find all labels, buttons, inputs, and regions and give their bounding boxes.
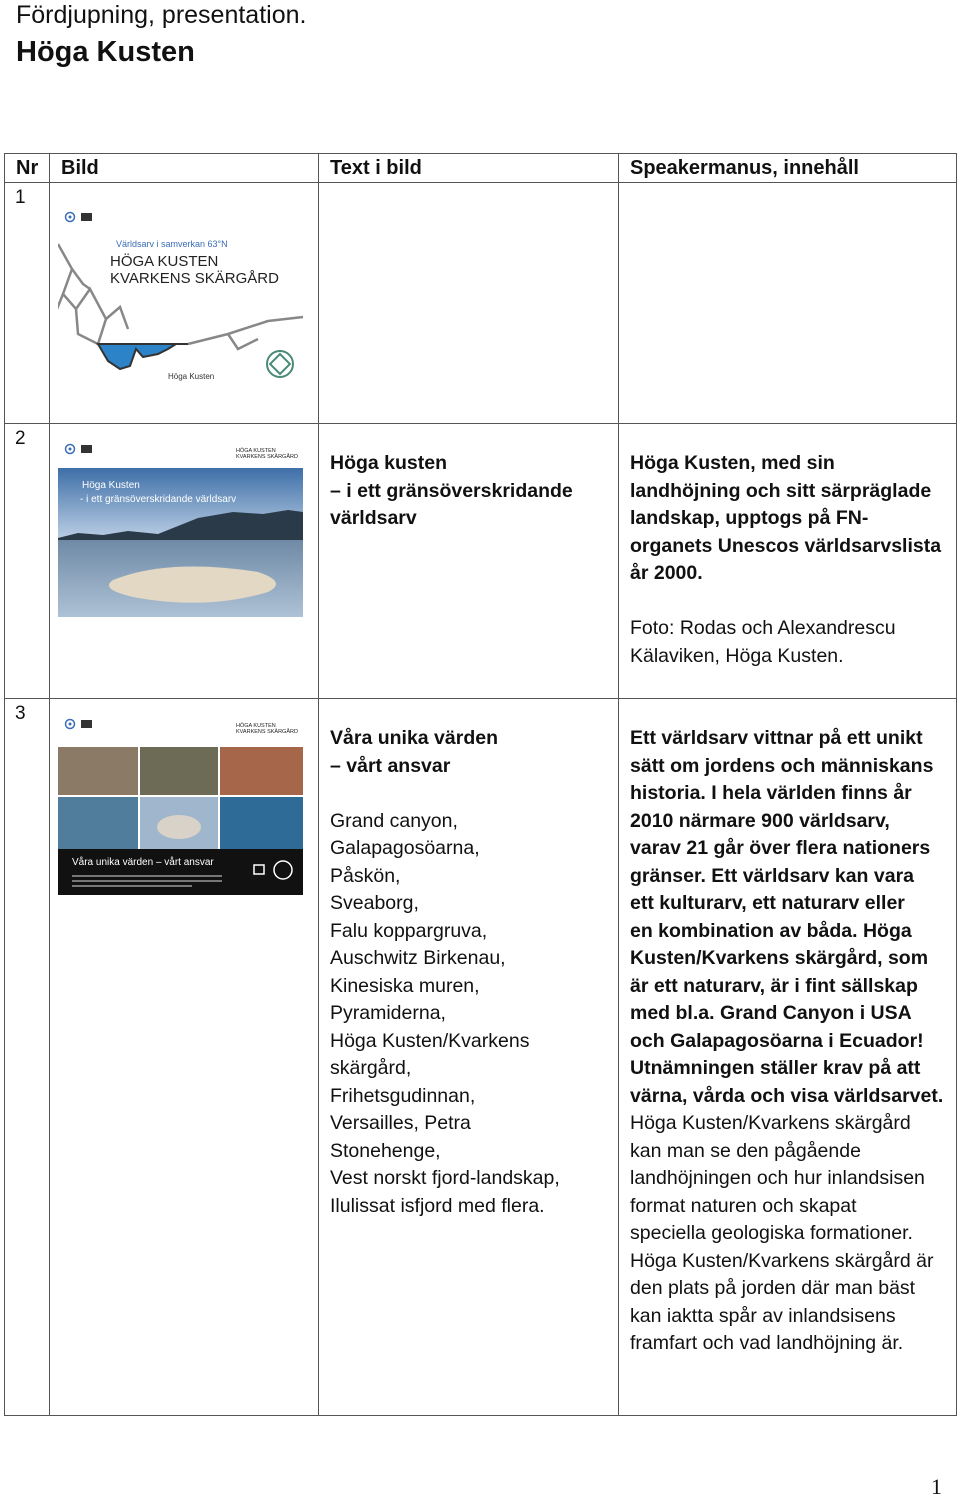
svg-text:Våra unika värden – vårt ansva: Våra unika värden – vårt ansvar	[72, 857, 214, 868]
svg-text:KVARKENS SKÄRGÅRD: KVARKENS SKÄRGÅRD	[110, 270, 279, 287]
column-header-nr: Nr	[5, 154, 50, 183]
svg-text:HÖGA KUSTEN: HÖGA KUSTEN	[236, 448, 276, 454]
svg-text:Världsarv i samverkan 63°N: Världsarv i samverkan 63°N	[116, 239, 228, 249]
speaker-notes-2: Höga Kusten, med sin landhöjning och sitt särpräglade landskap, upptogs på FN- organets Unescos världsarvslista år 2000. Foto: Rodas och Alexandrescu Kälaviken, Höga Kusten.	[630, 452, 942, 667]
table-row	[5, 699, 957, 1416]
slide-thumbnail-3	[58, 715, 318, 910]
slide-thumbnail-2	[58, 440, 318, 630]
slide-image-3	[58, 715, 308, 905]
svg-text:Höga Kusten: Höga Kusten	[82, 480, 140, 491]
column-header-text: Text i bild	[319, 154, 619, 183]
table-row	[5, 183, 957, 424]
svg-text:HÖGA KUSTEN: HÖGA KUSTEN	[110, 253, 219, 270]
slide-image-2	[58, 440, 308, 625]
row-number: 1	[15, 187, 26, 208]
slide-text-3: Våra unika värden – vårt ansvar Grand canyon, Galapagosöarna, Påskön, Sveaborg, Falu koppargruva, Auschwitz Birkenau, Kinesiska muren, Pyramiderna, Höga Kusten/Kvarkens skärgård, Frihetsgudinnan, Versailles, Petra Stonehenge, Vest norskt fjord-landskap, Ilulissat isfjord med flera.	[330, 727, 560, 1217]
column-header-bild: Bild	[50, 154, 319, 183]
page-number: 1	[931, 1474, 942, 1499]
document-title: Höga Kusten	[16, 36, 195, 68]
slide-thumbnail-1	[58, 209, 318, 389]
presentation-table	[4, 153, 957, 1416]
row-number: 2	[15, 428, 26, 449]
column-header-speaker: Speakermanus, innehåll	[619, 154, 957, 183]
slide-text-2: Höga kusten – i ett gränsöverskridande världsarv	[330, 452, 573, 529]
table-row	[5, 424, 957, 699]
speaker-notes-3: Ett världsarv vittnar på ett unikt sätt om jordens och människans historia. I hela världen finns år 2010 närmare 900 världsarv, varav 21 går över flera nationers gränser. Ett världsarv kan vara ett kulturarv, ett naturarv eller en kombination av båda. Höga Kusten/Kvarkens skärgård, som är ett naturarv, är i fint sällskap med bl.a. Grand Canyon i USA och Galapagosöarna i Ecuador! Utnämningen ställer krav på att värna, vårda och visa världsarvet. Höga Kusten/Kvarkens skärgård kan man se den pågående landhöjningen och hur inlandsisen format naturen och skapat speciella geologiska formationer. Höga Kusten/Kvarkens skärgård är den plats på jorden där man bäst kan iaktta spår av inlandsisens framfart och vad landhöjning är.	[630, 727, 944, 1354]
slide-image-1	[58, 209, 308, 384]
table-header-row	[5, 154, 957, 183]
document-subtitle: Fördjupning, presentation.	[16, 1, 307, 29]
svg-text:Höga Kusten: Höga Kusten	[168, 372, 215, 381]
svg-text:KVARKENS SKÄRGÅRD: KVARKENS SKÄRGÅRD	[236, 454, 298, 460]
svg-text:- i ett gränsöverskridande vär: - i ett gränsöverskridande världsarv	[80, 494, 237, 505]
svg-text:HÖGA KUSTEN: HÖGA KUSTEN	[236, 723, 276, 729]
svg-text:KVARKENS SKÄRGÅRD: KVARKENS SKÄRGÅRD	[236, 729, 298, 735]
row-number: 3	[15, 703, 26, 724]
